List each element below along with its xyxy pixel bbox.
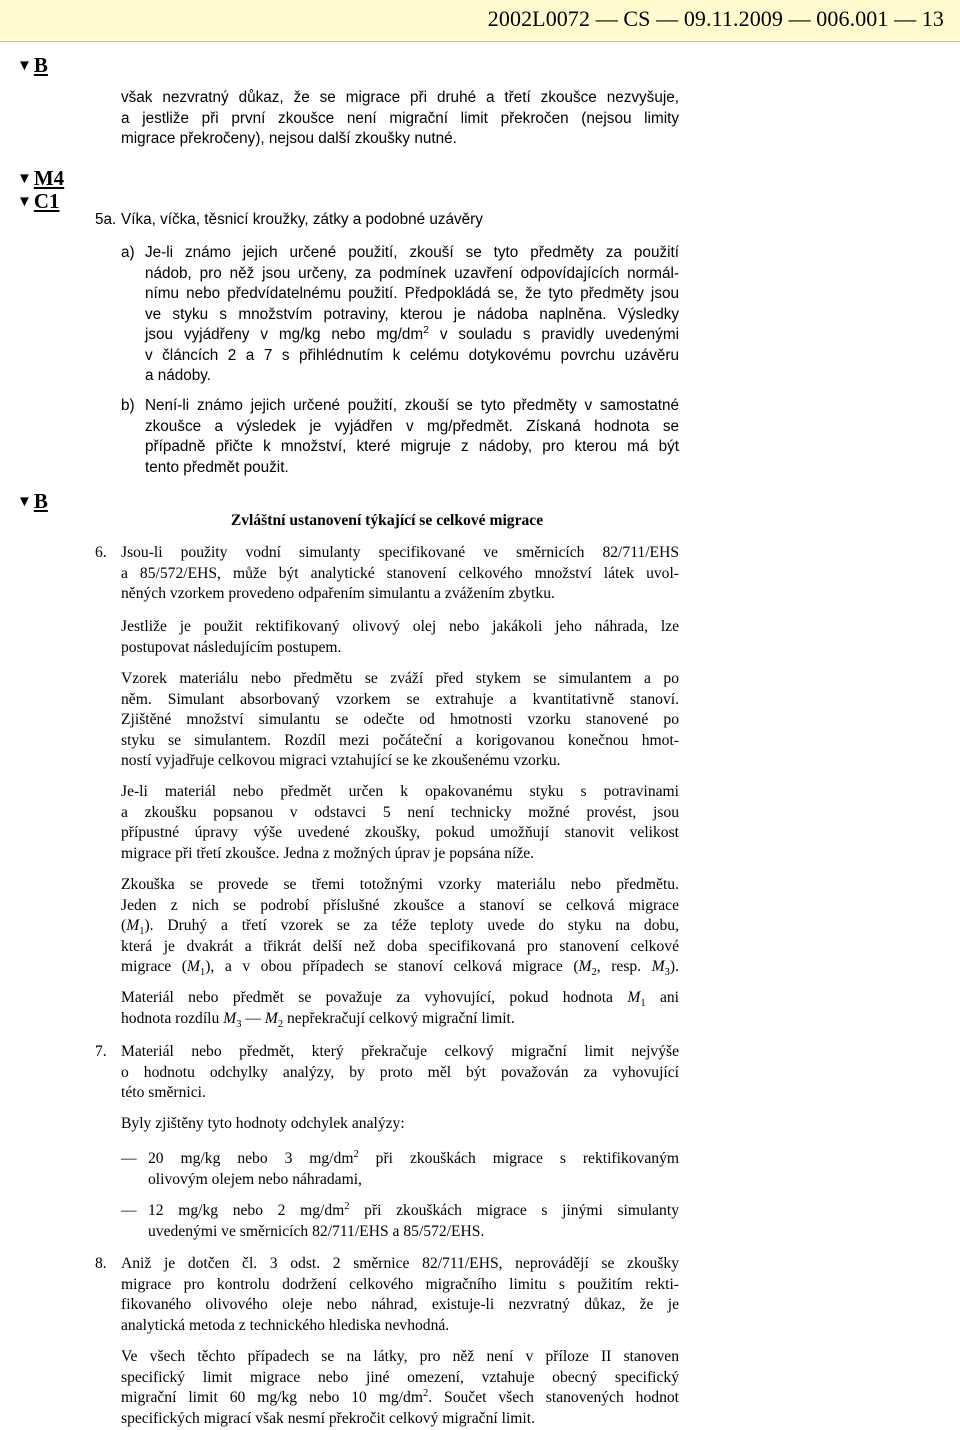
paragraph-6d: Je-li materiál nebo předmět určen k opakovanému styku s potravinami a zkoušku popsanou v odstavci 5 není technicky možné provést, jsou přípustné úpravy výše uvedené zkoušky, pokud umožňují stanovit velikost migrace při třetí zkoušce. Jedna z možných úprav je popsána níže.	[121, 783, 679, 862]
document-header	[0, 0, 960, 42]
paragraph-8-number: 8.	[95, 1255, 107, 1272]
item-a-label: a)	[121, 244, 135, 261]
paragraph-8b: Ve všech těchto případech se na látky, pro něž není v příloze II stanoven specifický limit migrace nebo jiné omezení, vztahuje obecný specifický migrační limit 60 mg/kg nebo 10 $mg/dm^2$. Součet všech stanovených hodnot specifických migrací však nesmí překročit celkový migrační limit.	[121, 1348, 679, 1427]
triangle-down-icon: ▼	[17, 194, 32, 210]
item-b-label: b)	[121, 397, 135, 414]
amendment-marker-b2: ▼B	[17, 489, 48, 513]
amendment-marker-m4: ▼M4	[17, 166, 65, 190]
paragraph-6-number: 6.	[95, 544, 107, 561]
dash-item-1: 20 mg/kg nebo 3 $mg/dm^2$ při zkouškách migrace s rektifikovaným olivovým olejem nebo náhradami,	[148, 1148, 679, 1188]
intro-paragraph: však nezvratný důkaz, že se migrace při druhé a třetí zkoušce nezvyšuje, a jestliže při první zkoušce není migrační limit překročen (nejsou limity migrace překročeny), nejsou další zkoušky nutné.	[121, 89, 679, 147]
paragraph-6c: Vzorek materiálu nebo předmětu se zváží před stykem se simulantem a po něm. Simulant absorbovaný vzorkem se extrahuje a kvantitativně stanoví. Zjištěné množství simulantu se odečte od hmotnosti vzorku stanovené po styku se simulantem. Rozdíl mezi počáteční a korigovanou konečnou hmot- ností vyjadřuje celkovou migraci vztahující se ke zkoušenému vzorku.	[121, 670, 679, 769]
paragraph-7b: Byly zjištěny tyto hodnoty odchylek analýzy:	[121, 1115, 405, 1132]
section-heading: Zvláštní ustanovení týkající se celkové migrace	[230, 512, 544, 529]
paragraph-6e: Zkouška se provede se třemi totožnými vzorky materiálu nebo předmětu. Jeden z nich se podrobí příslušné zkoušce a stanoví se celková migrace $(M_1)$. Druhý a třetí vzorek se za téže teploty uvede do styku na dobu, která je dvakrát a třikrát delší než doba specifikovaná pro stanovení celkové migrace $(M_1)$, a v obou případech se stanoví celková migrace ($M_2$, resp. $M_3$).	[121, 876, 680, 979]
paragraph-6b: Jestliže je použit rektifikovaný olivový olej nebo jakákoli jeho náhrada, lze postupovat následujícím postupem.	[121, 618, 679, 656]
paragraph-8: Aniž je dotčen čl. 3 odst. 2 směrnice 82/711/EHS, neprovádějí se zkoušky migrace pro kontrolu dodržení celkového migračního limitu s použitím rekti- fikovaného olivového oleje nebo náhrad, existuje-li nezvratný důkaz, že je analytická metoda z technického hlediska nevhodná.	[121, 1255, 679, 1334]
dash-1: —	[121, 1150, 137, 1167]
paragraph-6: Jsou-li použity vodní simulanty specifikované ve směrnicích 82/711/EHS a 85/572/EHS, může být analytické stanovení celkového množství látek uvol- něných vzorkem provedeno odpařením simulantu a zvážením zbytku.	[121, 544, 679, 602]
dash-item-2: 12 mg/kg nebo 2 $mg/dm^2$ při zkouškách migrace s jinými simulanty uvedenými ve směrnicích 82/711/EHS a 85/572/EHS.	[148, 1200, 679, 1240]
triangle-down-icon: ▼	[17, 58, 32, 74]
paragraph-7: Materiál nebo předmět, který překračuje celkový migrační limit nejvýše o hodnotu odchylky analýzy, by proto měl být považován za vyhovující této směrnici.	[121, 1043, 679, 1101]
section-title: Víka, víčka, těsnicí kroužky, zátky a podobné uzávěry	[121, 211, 483, 228]
amendment-marker-c1: ▼C1	[17, 189, 60, 213]
section-number: 5a.	[95, 211, 117, 228]
item-a-text: Je-li známo jejich určené použití, zkouší se tyto předměty za použití nádob, pro něž jsou určeny, za podmínek uzavření odpovídajících normál- nímu nebo předvídatelnému použití. Předpokládá se, že tyto předměty jsou ve styku s množstvím potraviny, kterou je nádoba naplněna. Výsledky jsou vyjádřeny v mg/kg nebo $mg/dm^2$ v souladu s pravidly uvedenými v článcích 2 a 7 s přihlédnutím k celému dotykovému povrchu uzávěru a nádoby.	[145, 244, 679, 384]
dash-2: —	[121, 1202, 137, 1219]
triangle-down-icon: ▼	[17, 494, 32, 510]
paragraph-6f: Materiál nebo předmět se považuje za vyhovující, pokud hodnota $M_1$ ani hodnota rozdílu $M_3$ — $M_2$ nepřekračují celkový migrační limit.	[121, 989, 679, 1030]
triangle-down-icon: ▼	[17, 171, 32, 187]
item-b-text: Není-li známo jejich určené použití, zkouší se tyto předměty v samostatné zkoušce a výsledek je vyjádřen v mg/předmět. Získaná hodnota se případně přičte k množství, které migruje z nádoby, pro kterou má být tento předmět použit.	[145, 397, 679, 476]
paragraph-7-number: 7.	[95, 1043, 107, 1060]
amendment-marker-b: ▼B	[17, 53, 48, 77]
header-reference: 2002L0072 — CS — 09.11.2009 — 006.001 — 13	[487, 6, 944, 31]
